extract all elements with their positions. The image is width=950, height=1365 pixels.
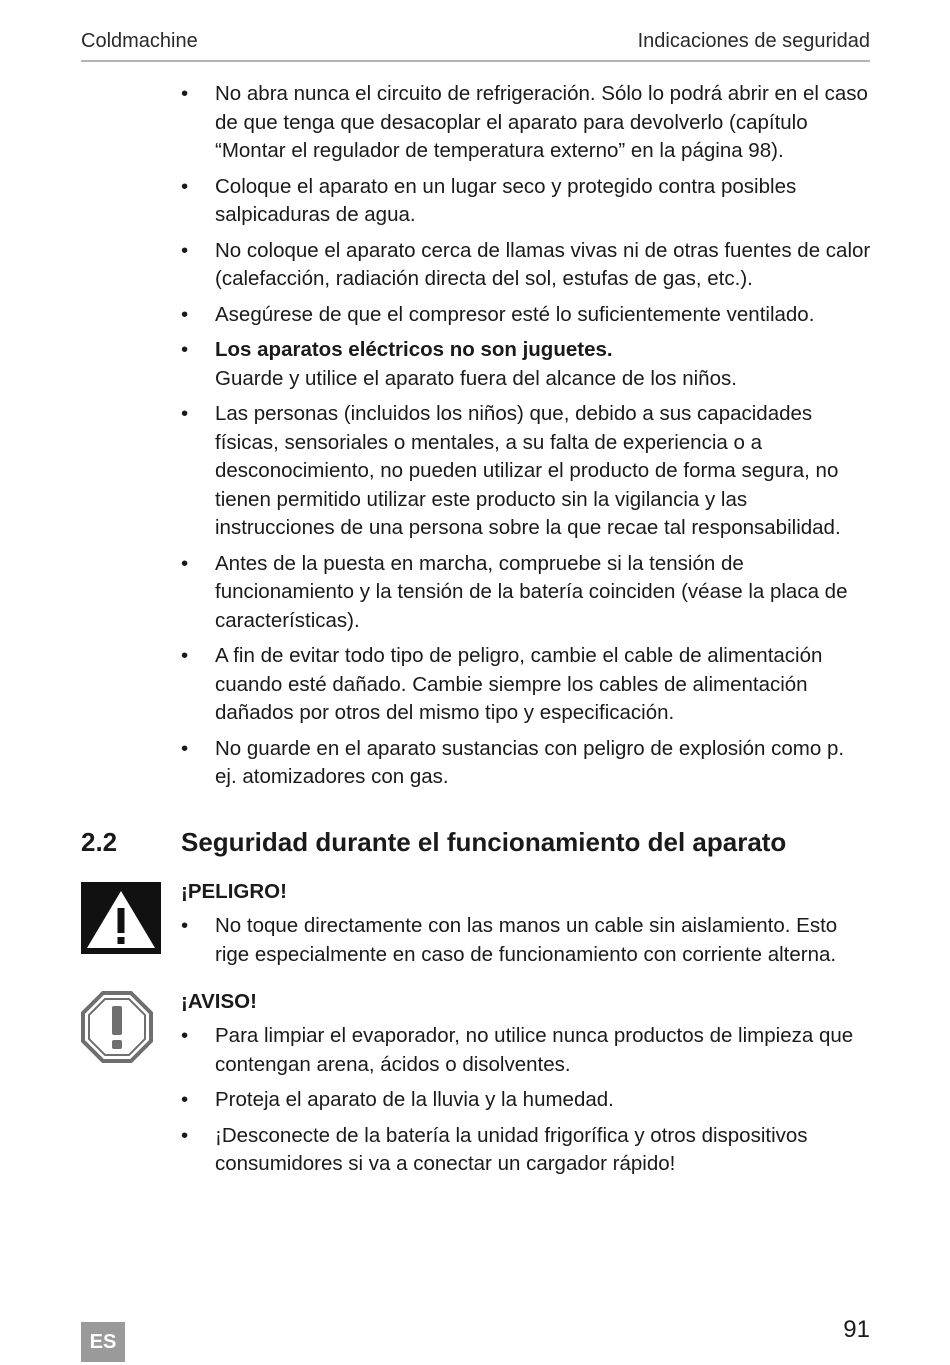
list-item-toys — [181, 336, 871, 393]
header-product-name: Coldmachine — [81, 30, 198, 52]
exclamation-octagon-icon — [81, 991, 153, 1063]
notice-label: ¡AVISO! — [181, 990, 257, 1013]
section-number: 2.2 — [81, 827, 118, 857]
danger-block — [181, 878, 871, 976]
list-item: • ¡Desconecte de la batería la unidad frigorífica y otros dispositivos consumidores si va a conectar un cargador rápido! — [181, 1122, 871, 1179]
danger-list — [181, 912, 871, 969]
list-item: • Para limpiar el evaporador, no utilice nunca productos de limpieza que contengan arena, ácidos o disolventes. — [181, 1022, 871, 1079]
notice-list — [181, 1022, 871, 1179]
section-title: Seguridad durante el funcionamiento del aparato — [181, 827, 787, 857]
toys-warning-text: Guarde y utilice el aparato fuera del alcance de los niños. — [215, 366, 737, 390]
list-item: • Asegúrese de que el compresor esté lo suficientemente ventilado. — [181, 301, 871, 330]
warning-triangle-icon — [81, 882, 161, 954]
list-item: • No abra nunca el circuito de refrigeración. Sólo lo podrá abrir en el caso de que tenga que desacoplar el aparato para devolverlo (capítulo “Montar el regulador de temperatura externo” en la página 98). — [181, 80, 871, 166]
toys-warning-bold: Los aparatos eléctricos no son juguetes. — [215, 338, 613, 361]
page-number: 91 — [843, 1316, 870, 1343]
header-chapter-title: Indicaciones de seguridad — [637, 30, 870, 52]
list-item: • Proteja el aparato de la lluvia y la humedad. — [181, 1086, 871, 1115]
list-item: • Las personas (incluidos los niños) que, debido a sus capacidades físicas, sensoriales o mentales, a su falta de experiencia o a desconocimiento, no pueden utilizar el producto de forma segura, no tienen permitido utilizar este producto sin la vigilancia y las instrucciones de una persona sobre la que recae tal responsabilidad. — [181, 400, 871, 543]
language-badge: ES — [81, 1322, 125, 1362]
danger-label: ¡PELIGRO! — [181, 880, 287, 903]
page-header — [81, 30, 870, 62]
bullet-list — [181, 80, 871, 792]
notice-block — [181, 988, 871, 1186]
list-item: • Coloque el aparato en un lugar seco y protegido contra posibles salpicaduras de agua. — [181, 173, 871, 230]
list-item: • No toque directamente con las manos un cable sin aislamiento. Esto rige especialmente en caso de funcionamiento con corriente alterna. — [181, 912, 871, 969]
list-item: • Antes de la puesta en marcha, compruebe si la tensión de funcionamiento y la tensión de la batería coinciden (véase la placa de características). — [181, 550, 871, 636]
safety-list-top — [181, 80, 871, 799]
list-item: • A fin de evitar todo tipo de peligro, cambie el cable de alimentación cuando esté dañado. Cambie siempre los cables de alimentación dañados por otros del mismo tipo y especificación. — [181, 642, 871, 728]
list-item: • No coloque el aparato cerca de llamas vivas ni de otras fuentes de calor (calefacción, radiación directa del sol, estufas de gas, etc.). — [181, 237, 871, 294]
list-item: • No guarde en el aparato sustancias con peligro de explosión como p. ej. atomizadores con gas. — [181, 735, 871, 792]
